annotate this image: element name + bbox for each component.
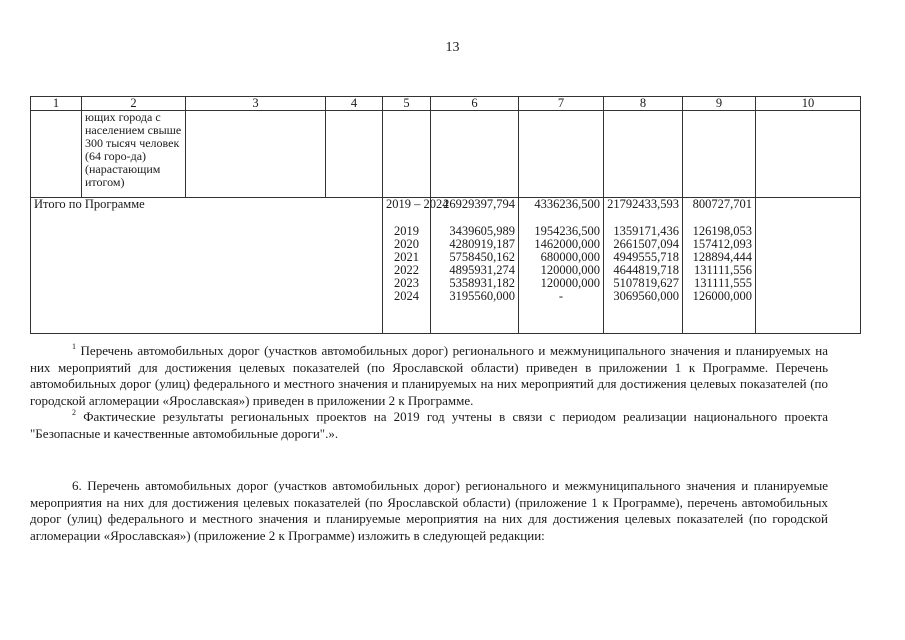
amount-value: 680000,000 bbox=[540, 250, 600, 264]
page-number: 13 bbox=[445, 40, 460, 55]
table-cell bbox=[604, 111, 683, 198]
amount-value: 2661507,094 bbox=[613, 237, 679, 251]
amount-value: 4644819,718 bbox=[613, 263, 679, 277]
amount-value: 5758450,162 bbox=[449, 250, 515, 264]
year-value: 2019 – 2024 bbox=[386, 197, 449, 211]
amount-value: 120000,000 bbox=[540, 263, 600, 277]
header-cell: 2 bbox=[82, 97, 186, 111]
table-cell bbox=[186, 111, 326, 198]
amount-value: 126000,000 bbox=[692, 289, 752, 303]
amount-value: 21792433,593 bbox=[607, 197, 679, 211]
table-cell bbox=[756, 111, 861, 198]
amount-value: 4949555,718 bbox=[613, 250, 679, 264]
section-6-paragraph: 6. Перечень автомобильных дорог (участков автомобильных дорог) регионального и межмуниципального значения и планируемые мероприятия на них для достижения целевых показателей (по Ярославской области) (приложение 1 к Программе), перечень автомобильных дорог (улиц) федерального и местного значения и планируемые мероприятия на них для достижения целевых показателей (по городской агломерации «Ярославская») (приложение 2 к Программе) изложить в следующей редакции: bbox=[30, 478, 828, 543]
year-value: 2020 bbox=[394, 237, 419, 251]
table-header-row bbox=[31, 97, 861, 111]
amount-value: 3195560,000 bbox=[449, 289, 515, 303]
amount-value: 4895931,274 bbox=[449, 263, 515, 277]
amount-value: - bbox=[558, 289, 564, 303]
year-value: 2019 bbox=[394, 224, 419, 238]
amount-value: 120000,000 bbox=[540, 276, 600, 290]
amount-value: 157412,093 bbox=[692, 237, 752, 251]
footnote-text: Фактические результаты региональных проектов на 2019 год учтены в связи с периодом реализации национального проекта "Безопасные и качественные автомобильные дороги".». bbox=[30, 409, 828, 441]
footnote-text: Перечень автомобильных дорог (участков автомобильных дорог) регионального и межмуниципального значения и планируемых на них мероприятий для достижения целевых показателей (по Ярославской области) приведен в приложении 1 к Программе. Перечень автомобильных дорог (улиц) федерального и местного значения и планируемых на них мероприятий для достижения целевых показателей (по городской агломерации «Ярославская») приведен в приложении 2 к Программе. bbox=[30, 343, 828, 408]
table-cell bbox=[756, 198, 861, 334]
footnote-1 bbox=[30, 343, 828, 409]
col6-values bbox=[431, 198, 519, 334]
amount-value: 131111,556 bbox=[694, 263, 752, 277]
header-cell: 4 bbox=[326, 97, 383, 111]
table-row bbox=[31, 111, 861, 198]
amount-value: 131111,555 bbox=[694, 276, 752, 290]
header-cell: 1 bbox=[31, 97, 82, 111]
table-row-total bbox=[31, 198, 861, 334]
col8-values bbox=[604, 198, 683, 334]
amount-value: 1954236,500 bbox=[534, 224, 600, 238]
section-6 bbox=[30, 478, 828, 544]
amount-value: 4280919,187 bbox=[449, 237, 515, 251]
amount-value: 26929397,794 bbox=[443, 197, 515, 211]
table-cell bbox=[383, 111, 431, 198]
year-value: 2022 bbox=[394, 263, 419, 277]
table-cell bbox=[431, 111, 519, 198]
amount-value: 3439605,989 bbox=[449, 224, 515, 238]
footnote-mark: 1 bbox=[72, 342, 76, 351]
footnote-mark: 2 bbox=[72, 408, 76, 417]
header-cell: 5 bbox=[383, 97, 431, 111]
table-cell bbox=[683, 111, 756, 198]
header-cell: 6 bbox=[431, 97, 519, 111]
year-value: 2024 bbox=[394, 289, 419, 303]
amount-value: 128894,444 bbox=[692, 250, 752, 264]
amount-value: 5358931,182 bbox=[449, 276, 515, 290]
header-cell: 7 bbox=[519, 97, 604, 111]
footnotes bbox=[30, 343, 828, 442]
col7-values bbox=[519, 198, 604, 334]
header-cell: 9 bbox=[683, 97, 756, 111]
header-cell: 10 bbox=[756, 97, 861, 111]
table-cell bbox=[31, 111, 82, 198]
amount-value: 1462000,000 bbox=[534, 237, 600, 251]
amount-value: 4336236,500 bbox=[534, 197, 600, 211]
year-value: 2023 bbox=[394, 276, 419, 290]
header-cell: 8 bbox=[604, 97, 683, 111]
total-label: Итого по Программе bbox=[31, 198, 383, 334]
amount-value: 800727,701 bbox=[692, 197, 752, 211]
footnote-2 bbox=[30, 409, 828, 442]
table-cell bbox=[519, 111, 604, 198]
year-value: 2021 bbox=[394, 250, 419, 264]
indicator-description-cell: ющих города с населением свыше 300 тысяч человек (64 горо-да) (нарастающим итогом) bbox=[82, 111, 186, 198]
amount-value: 3069560,000 bbox=[613, 289, 679, 303]
table-cell bbox=[326, 111, 383, 198]
header-cell: 3 bbox=[186, 97, 326, 111]
amount-value: 5107819,627 bbox=[613, 276, 679, 290]
program-budget-table bbox=[30, 96, 861, 334]
col9-values bbox=[683, 198, 756, 334]
amount-value: 126198,053 bbox=[692, 224, 752, 238]
amount-value: 1359171,436 bbox=[613, 224, 679, 238]
years-cell bbox=[383, 197, 449, 334]
